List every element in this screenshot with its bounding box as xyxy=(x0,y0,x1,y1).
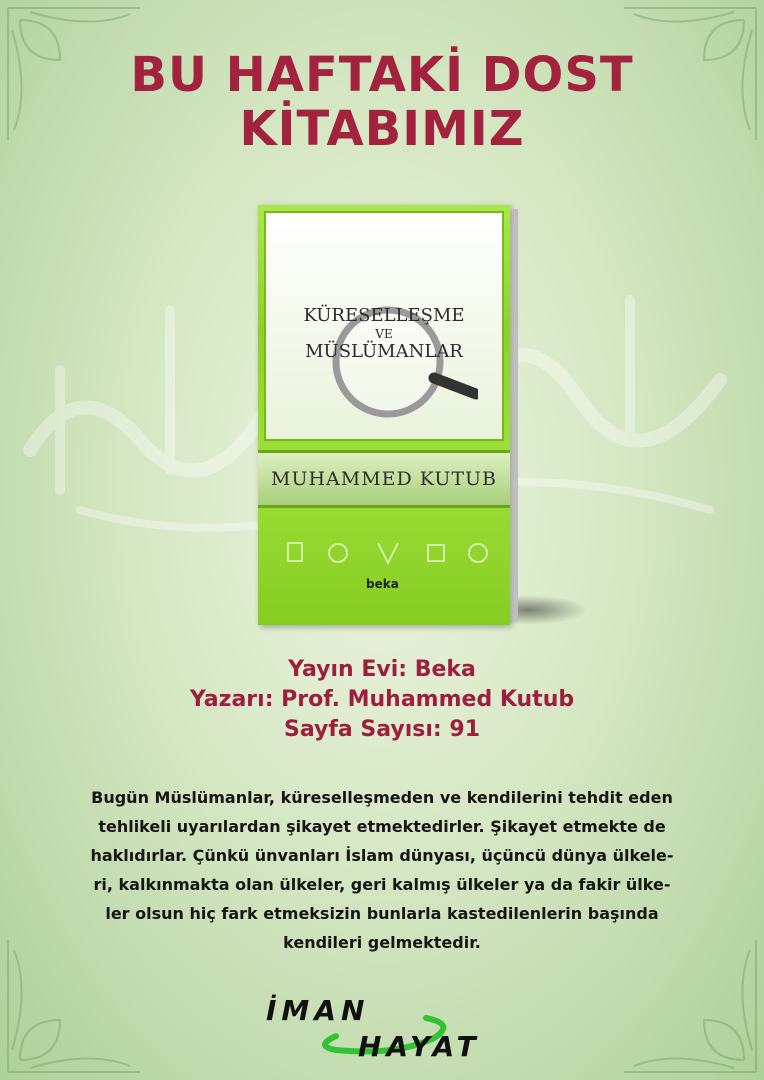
book-title-ve: VE xyxy=(375,327,393,341)
publisher-line: Yayın Evi: Beka xyxy=(288,657,476,682)
author-line: Yazarı: Prof. Muhammed Kutub xyxy=(189,687,575,712)
logo-word-hayat: HAYAT xyxy=(358,1030,481,1063)
author-band xyxy=(258,450,510,508)
headline-line-1: BU HAFTAKİ DOST xyxy=(130,47,634,103)
book-cover-author: MUHAMMED KUTUB xyxy=(271,468,497,490)
headline-line-2: KİTABIMIZ xyxy=(239,101,525,157)
cover-letter-pattern xyxy=(278,535,498,575)
book-details xyxy=(0,655,764,745)
book-title-line-2: MÜSLÜMANLAR xyxy=(305,341,463,362)
iman-hayat-logo xyxy=(266,988,496,1068)
description-line: ler olsun hiç fark etmeksizin bunlarla kastedilenlerin başında xyxy=(105,904,659,923)
book-cover-image xyxy=(258,205,520,630)
publisher-logo-text: beka xyxy=(366,577,399,591)
description-line: kendileri gelmektedir. xyxy=(283,933,481,952)
page-count-line: Sayfa Sayısı: 91 xyxy=(283,717,481,742)
logo-word-iman: İMAN xyxy=(266,994,370,1027)
publisher-logo xyxy=(366,577,399,591)
book-cover xyxy=(258,205,510,625)
book-title-line-1: KÜRESELLEŞME xyxy=(303,305,465,326)
page-headline xyxy=(0,48,764,156)
description-line: Bugün Müslümanlar, küreselleşmeden ve kendilerini tehdit eden xyxy=(91,788,673,807)
description-line: haklıdırlar. Çünkü ünvanları İslam dünyası, üçüncü dünya ülkele- xyxy=(90,846,674,865)
description-line: tehlikeli uyarılardan şikayet etmektedirler. Şikayet etmekte de xyxy=(98,817,666,836)
book-title xyxy=(258,305,510,363)
description-line: ri, kalkınmakta olan ülkeler, geri kalmış ülkeler ya da fakir ülke- xyxy=(93,875,671,894)
book-description xyxy=(30,783,734,957)
